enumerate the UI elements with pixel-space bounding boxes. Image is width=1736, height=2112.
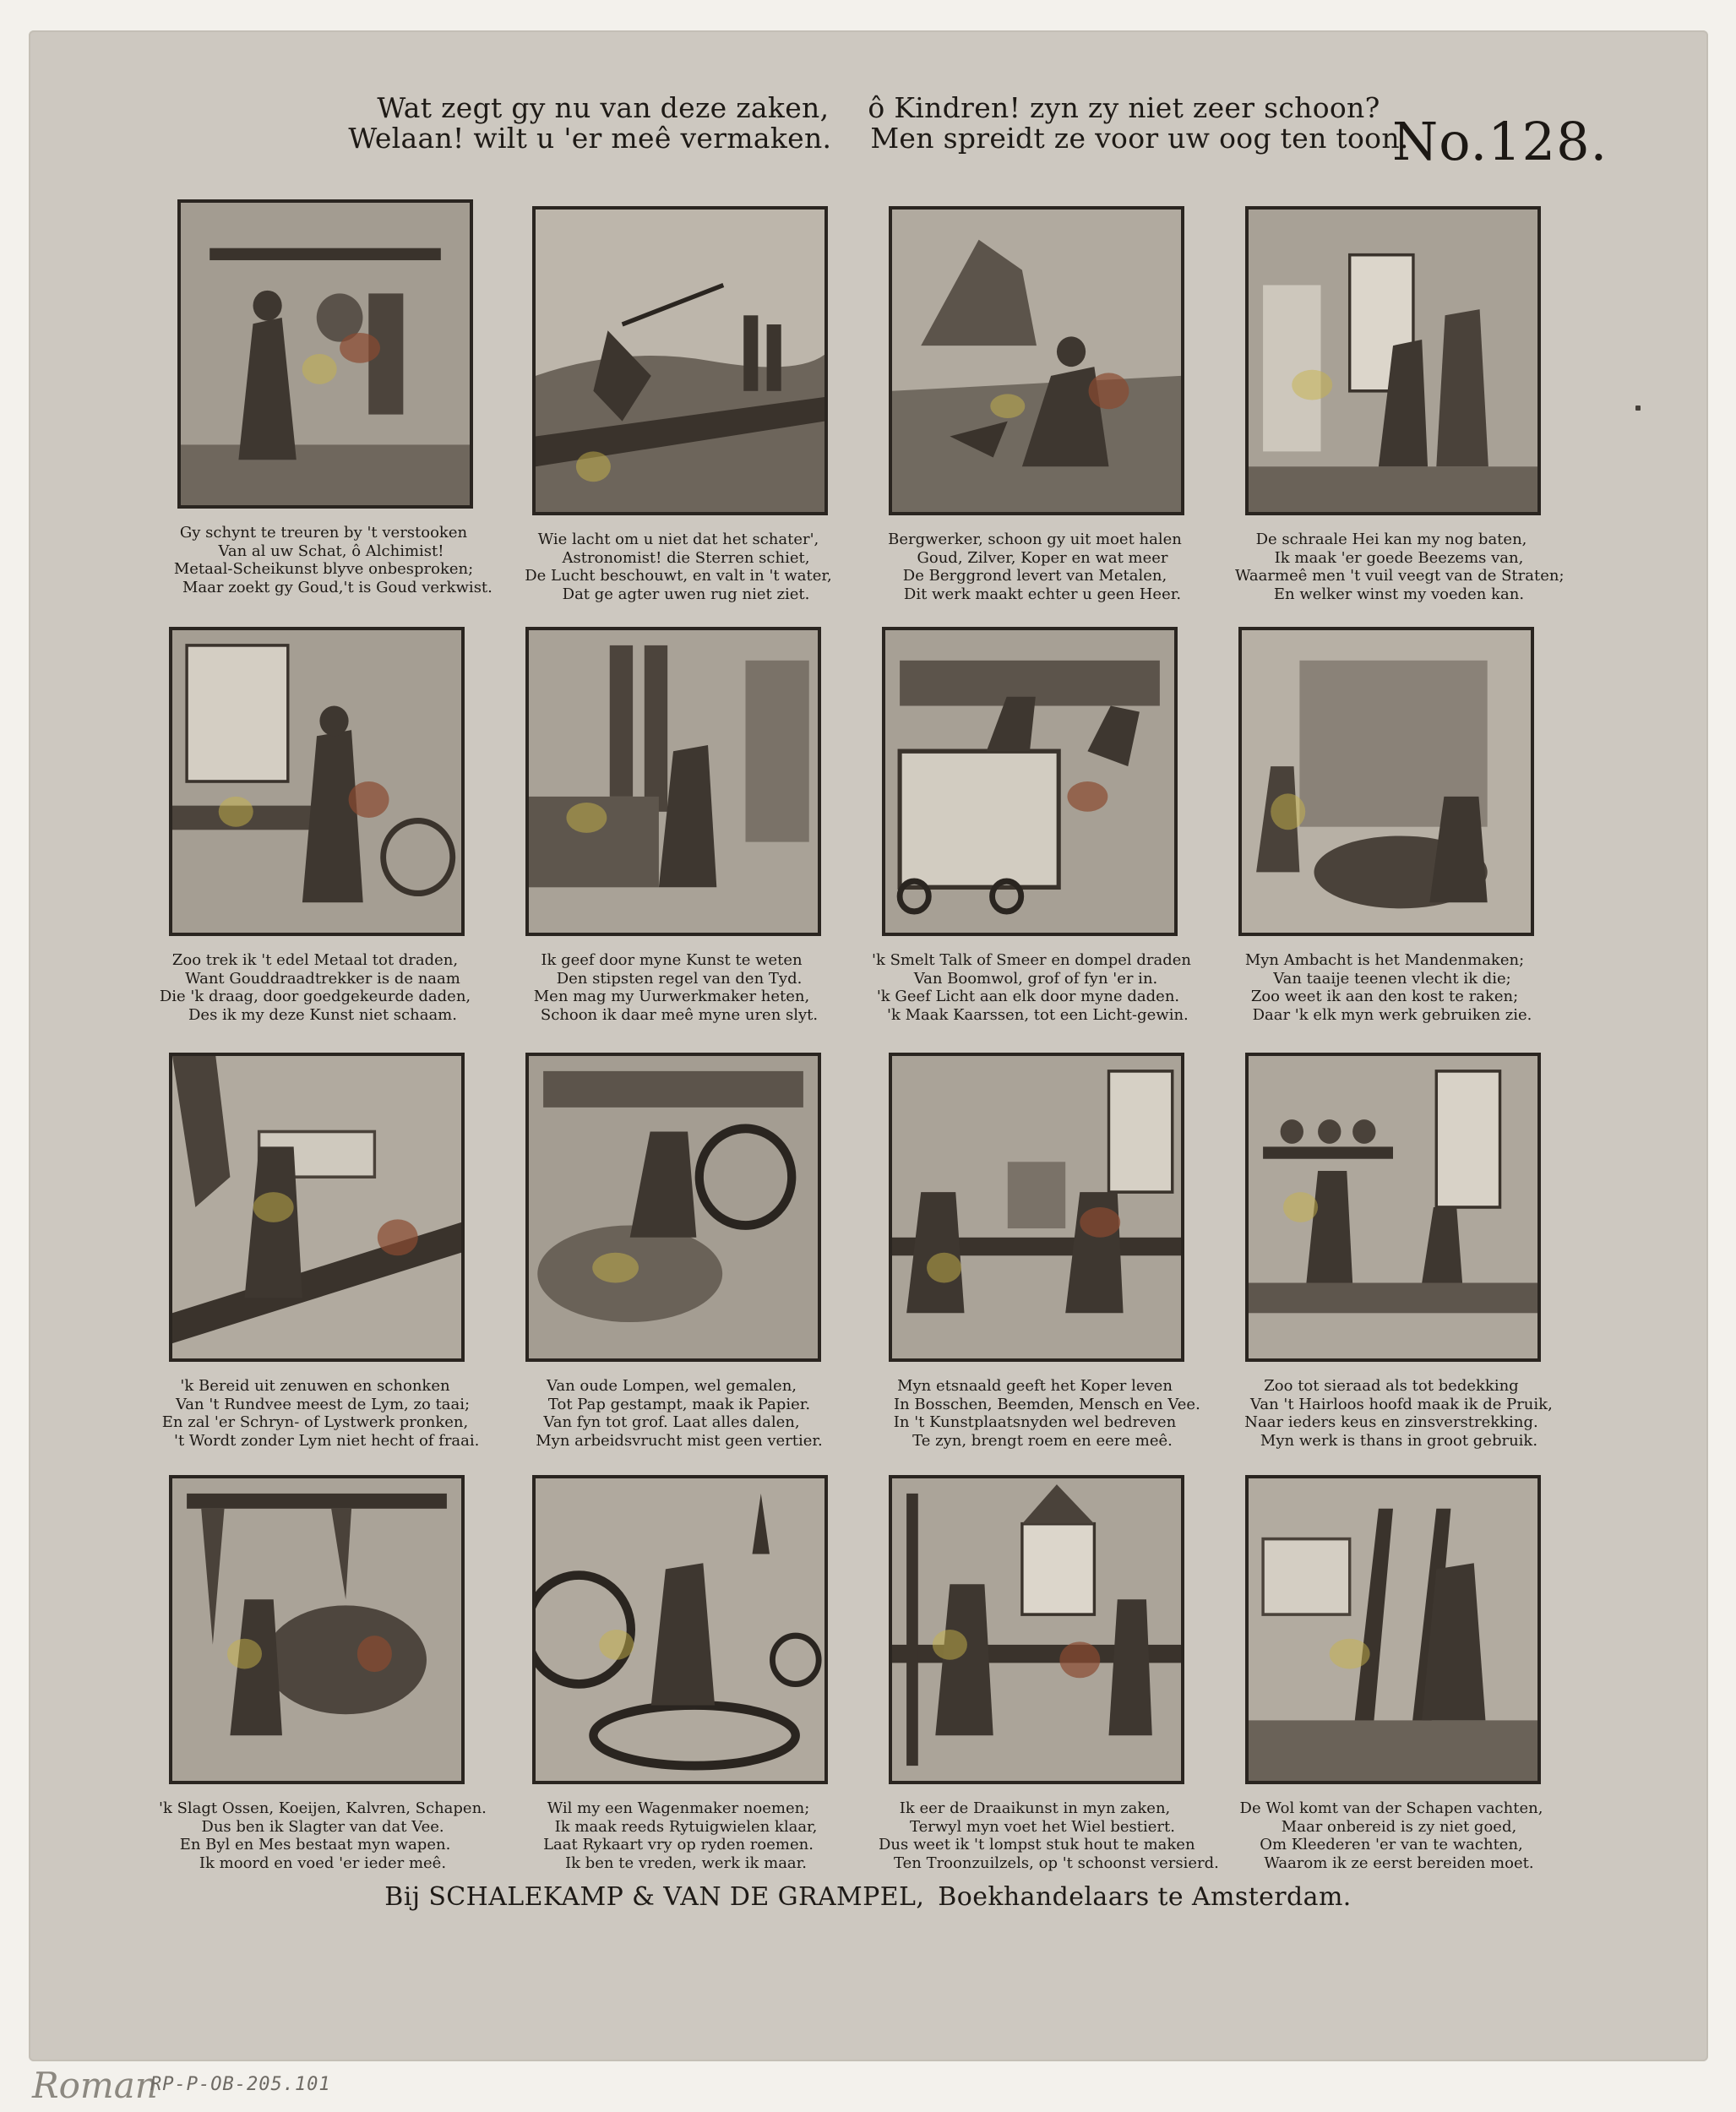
woodcut-image [525, 627, 821, 936]
verse: De Wol komt van der Schapen vachten, Maar onbereid is zy niet goed, Om Kleederen 'er van te wachten, Waarom ik ze eerst bereiden moet. [1239, 1799, 1543, 1872]
verse: 'k Smelt Talk of Smeer en dompel draden Van Boomwol, grof of fyn 'er in. 'k Geef Licht aan elk door myne daden. 'k Maak Kaarssen, tot een Licht-gewin. [872, 951, 1191, 1024]
woodcut-image [532, 206, 828, 515]
woodcut-image [1245, 1475, 1541, 1784]
woodcut-image [177, 199, 473, 509]
sheet-number: No.128. [1392, 111, 1608, 172]
handwritten-note: Roman [32, 2065, 158, 2106]
accession-number: RP-P-OB-205.101 [150, 2074, 331, 2095]
verse: 'k Bereid uit zenuwen en schonken Van 't Rundvee meest de Lym, zo taai; En zal 'er Schryn- of Lystwerk pronken, 't Wordt zonder Lym niet hecht of fraai. [161, 1377, 480, 1450]
title-verse [348, 91, 1409, 155]
verse: Wie lacht om u niet dat het schater', Astronomist! die Sterren schiet, De Lucht beschouwt, en valt in 't water, Dat ge agter uwen rug niet ziet. [525, 531, 832, 603]
woodcut-image [1245, 1053, 1541, 1362]
verse: Bergwerker, schoon gy uit moet halen Goud, Zilver, Koper en wat meer De Berggrond levert van Metalen, Dit werk maakt echter u geen Heer. [888, 531, 1182, 603]
woodcut-image [532, 1475, 828, 1784]
woodcut-image [889, 1053, 1184, 1362]
woodcut-image [169, 1475, 465, 1784]
verse: Wil my een Wagenmaker noemen; Ik maak reeds Rytuigwielen klaar, Laat Rykaart vry op ryden roemen. Ik ben te vreden, werk ik maar. [543, 1799, 818, 1872]
verse: Gy schynt te treuren by 't verstooken Van al uw Schat, ô Alchimist! Metaal-Scheikunst blyve onbesproken; Maar zoekt gy Goud,'t is Goud verkwist. [173, 524, 493, 596]
title-line-2-left: Welaan! wilt u 'er meê vermaken. [348, 122, 832, 155]
woodcut-grid [159, 199, 1570, 1872]
publisher-name: Bij SCHALEKAMP & VAN DE GRAMPEL, [384, 1882, 925, 1912]
woodcut-image [525, 1053, 821, 1362]
verse: Ik geef door myne Kunst te weten Den stipsten regel van den Tyd. Men mag my Uurwerkmaker heten, Schoon ik daar meê myne uren slyt. [533, 951, 819, 1024]
woodcut-image [882, 627, 1178, 936]
woodcut-image [169, 627, 465, 936]
title-line-1-right: ô Kindren! zyn zy niet zeer schoon? [868, 91, 1380, 124]
title-line-1-left: Wat zegt gy nu van deze zaken, [377, 91, 830, 124]
verse: Ik eer de Draaikunst in myn zaken, Terwyl myn voet het Wiel bestiert. Dus weet ik 't lompst stuk hout te maken Ten Troonzuilzels, op 't schoonst versierd. [879, 1799, 1219, 1872]
verse: Myn Ambacht is het Mandenmaken; Van taaije teenen vlecht ik die; Zoo weet ik aan den kost te raken; Daar 'k elk myn werk gebruiken zie. [1244, 951, 1532, 1024]
verse: Zoo tot sieraad als tot bedekking Van 't Hairloos hoofd maak ik de Pruik, Naar ieders keus en zinsverstrekking. Myn werk is thans in groot gebruik. [1244, 1377, 1553, 1450]
woodcut-image [889, 1475, 1184, 1784]
verse: 'k Slagt Ossen, Koeijen, Kalvren, Schapen. Dus ben ik Slagter van dat Vee. En Byl en Mes bestaat myn wapen. Ik moord en voed 'er ieder meê. [159, 1799, 487, 1872]
verse: Van oude Lompen, wel gemalen, Tot Pap gestampt, maak ik Papier. Van fyn tot grof. Laat alles dalen, Myn arbeidsvrucht mist geen vertier. [536, 1377, 823, 1450]
woodcut-image [889, 206, 1184, 515]
woodcut-image [1245, 206, 1541, 515]
publisher-imprint [0, 1882, 1736, 1912]
woodcut-image [1238, 627, 1534, 936]
verse: Myn etsnaald geeft het Koper leven In Bosschen, Beemden, Mensch en Vee. In 't Kunstplaatsnyden wel bedreven Te zyn, brengt roem en eere meê. [893, 1377, 1200, 1450]
title-line-2-right: Men spreidt ze voor uw oog ten toon. [870, 122, 1409, 155]
verse: Zoo trek ik 't edel Metaal tot draden, Want Gouddraadtrekker is de naam Die 'k draag, door goedgekeurde daden, Des ik my deze Kunst niet schaam. [159, 951, 471, 1024]
publisher-trade: Boekhandelaars te Amsterdam. [938, 1882, 1352, 1912]
verse: De schraale Hei kan my nog baten, Ik maak 'er goede Beezems van, Waarmeê men 't vuil veegt van de Straten; En welker winst my voeden kan. [1235, 531, 1565, 603]
woodcut-image [169, 1053, 465, 1362]
margin-mark [1635, 406, 1641, 411]
